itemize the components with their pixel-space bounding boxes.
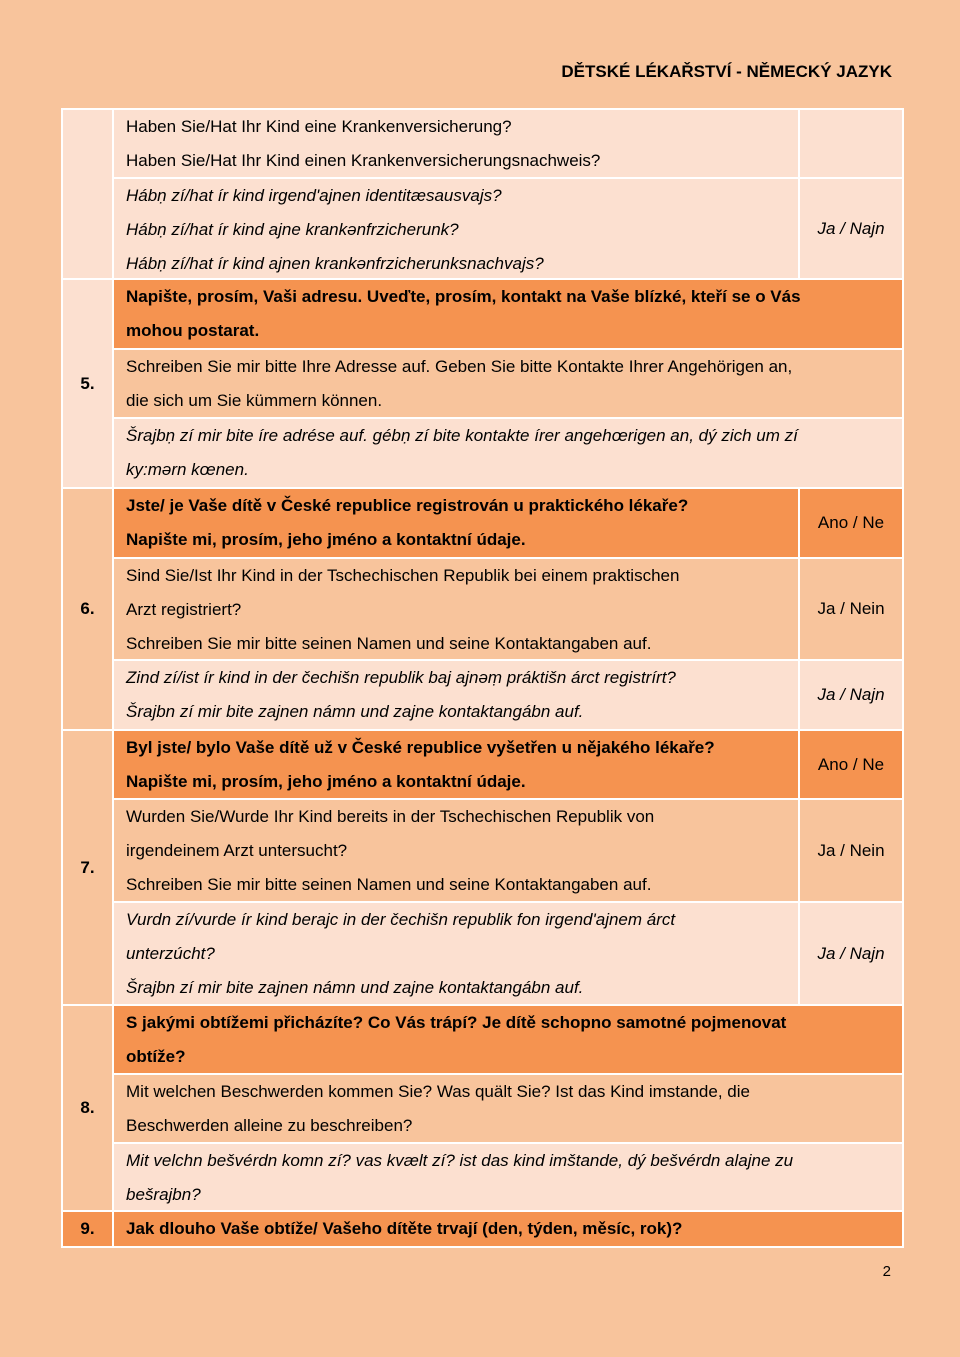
row-4-phonetic-line: Hábṇ zí/hat ír kind ajnen krankənfrzicherunksnachvajs? <box>126 254 544 273</box>
row-5-czech-line: Napište, prosím, Vaši adresu. Uveďte, prosím, kontakt na Vaše blízké, kteří se o Vás <box>126 287 801 306</box>
row-8-phonetic-line: Mit velchn bešvérdn komn zí? vas kvælt zí? ist das kind imštande, dý bešvérdn alajne zu <box>126 1151 794 1170</box>
row-4-answer: Ja / Najn <box>800 179 902 278</box>
row-7-german-cell <box>114 800 798 901</box>
row-6-phonetic-cell <box>114 661 798 729</box>
row-5-german-line: die sich um Sie kümmern können. <box>126 391 383 410</box>
row-7-czech-line: Napište mi, prosím, jeho jméno a kontaktní údaje. <box>126 772 526 791</box>
page-number: 2 <box>882 1263 891 1280</box>
row-4-phonetic-line: Hábṇ zí/hat ír kind irgend'ajnen identitæsausvajs? <box>126 186 502 205</box>
row-6-czech-cell <box>114 489 798 557</box>
row-6-czech-answer: Ano / Ne <box>800 489 902 557</box>
row-7-phonetic-line: Šrajbn zí mir bite zajnen námn und zajne kontaktangábn auf. <box>126 978 584 997</box>
row-7-number: 7. <box>63 731 112 1004</box>
row-7-phonetic-line: Vurdn zí/vurde ír kind berajc in der čechišn republik fon irgend'ajnem árct <box>126 910 676 929</box>
row-7-phonetic-line: unterzúcht? <box>126 944 215 963</box>
row-6-phonetic-line: Zind zí/ist ír kind in der čechišn republik baj ajnəṃ práktišn árct registrírt? <box>126 668 676 687</box>
row-4-german-line: Haben Sie/Hat Ihr Kind einen Krankenversicherungsnachweis? <box>126 151 601 170</box>
row-7-german-line: Wurden Sie/Wurde Ihr Kind bereits in der Tschechischen Republik von <box>126 807 655 826</box>
row-6-czech-line: Napište mi, prosím, jeho jméno a kontaktní údaje. <box>126 530 526 549</box>
row-7-german-answer: Ja / Nein <box>800 800 902 901</box>
row-6-phonetic-answer: Ja / Najn <box>800 661 902 729</box>
row-6-german-answer: Ja / Nein <box>800 559 902 659</box>
row-7-phonetic-cell <box>114 903 798 1004</box>
row-5-phonetic-line: Šrajbṇ zí mir bite íre adrése auf. gébṇ zí bite kontakte írer angehœrigen an, dý zich um zí <box>126 426 798 445</box>
row-8-german-cell <box>114 1075 902 1142</box>
row-6-german-line: Sind Sie/Ist Ihr Kind in der Tschechischen Republik bei einem praktischen <box>126 566 680 585</box>
row-8-phonetic-line: bešrajbn? <box>126 1185 201 1204</box>
row-4-number-cell <box>63 110 112 278</box>
row-7-phonetic-answer: Ja / Najn <box>800 903 902 1004</box>
questionnaire-table <box>61 108 904 1248</box>
row-8-german-line: Beschwerden alleine zu beschreiben? <box>126 1116 413 1135</box>
row-7-czech-cell <box>114 731 798 798</box>
row-6-german-cell <box>114 559 798 659</box>
row-7-czech-answer: Ano / Ne <box>800 731 902 798</box>
row-4-phonetic-cell <box>114 179 798 278</box>
row-5-german-cell <box>114 350 902 417</box>
row-6-czech-line: Jste/ je Vaše dítě v České republice registrován u praktického lékaře? <box>126 496 689 515</box>
row-9-number: 9. <box>63 1212 112 1246</box>
row-8-czech-cell <box>114 1006 902 1073</box>
row-8-german-line: Mit welchen Beschwerden kommen Sie? Was quält Sie? Ist das Kind imstande, die <box>126 1082 750 1101</box>
row-8-czech-line: S jakými obtížemi přicházíte? Co Vás trápí? Je dítě schopno samotné pojmenovat <box>126 1013 787 1032</box>
row-4-german-cell <box>114 110 798 177</box>
row-7-czech-line: Byl jste/ bylo Vaše dítě už v České republice vyšetřen u nějakého lékaře? <box>126 738 715 757</box>
row-5-german-line: Schreiben Sie mir bitte Ihre Adresse auf. Geben Sie bitte Kontakte Ihrer Angehörigen an, <box>126 357 793 376</box>
row-5-czech-line: mohou postarat. <box>126 321 260 340</box>
row-9-czech-cell <box>114 1212 902 1246</box>
row-6-phonetic-line: Šrajbn zí mir bite zajnen námn und zajne kontaktangábn auf. <box>126 702 584 721</box>
row-5-czech-cell <box>114 280 902 348</box>
row-6-number: 6. <box>63 489 112 729</box>
row-6-german-line: Arzt registriert? <box>126 600 242 619</box>
row-4-german-answer-cell <box>800 110 902 177</box>
row-9-czech-line: Jak dlouho Vaše obtíže/ Vašeho dítěte trvají (den, týden, měsíc, rok)? <box>126 1219 683 1238</box>
row-4-german-line: Haben Sie/Hat Ihr Kind eine Krankenversicherung? <box>126 117 512 136</box>
row-7-german-line: irgendeinem Arzt untersucht? <box>126 841 348 860</box>
row-5-phonetic-cell <box>114 419 902 487</box>
row-8-phonetic-cell <box>114 1144 902 1210</box>
row-8-number: 8. <box>63 1006 112 1210</box>
document-header: DĚTSKÉ LÉKAŘSTVÍ - NĚMECKÝ JAZYK <box>561 62 892 81</box>
row-5-phonetic-line: ky:mərn kœnen. <box>126 460 249 479</box>
row-8-czech-line: obtíže? <box>126 1047 186 1066</box>
row-7-german-line: Schreiben Sie mir bitte seinen Namen und seine Kontaktangaben auf. <box>126 875 652 894</box>
row-6-german-line: Schreiben Sie mir bitte seinen Namen und seine Kontaktangaben auf. <box>126 634 652 653</box>
row-4-phonetic-line: Hábṇ zí/hat ír kind ajne krankənfrzicherunk? <box>126 220 459 239</box>
row-5-number: 5. <box>63 280 112 487</box>
